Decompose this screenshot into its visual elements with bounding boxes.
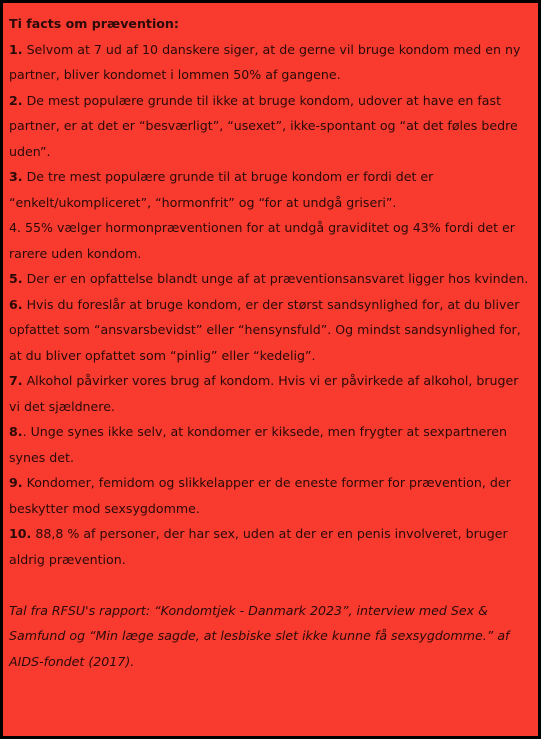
fact-number: 2. [9, 92, 23, 108]
fact-text: Alkohol påvirker vores brug af kondom. Hvis vi er påvirkede af alkohol, bruger vi det sjældnere. [9, 373, 519, 414]
fact-item-3 [9, 164, 532, 215]
fact-item-2 [9, 88, 532, 165]
fact-number: 6. [9, 296, 23, 312]
fact-text: . Unge synes ikke selv, at kondomer er kiksede, men frygter at sexpartneren synes det. [9, 424, 507, 465]
fact-text: De mest populære grunde til ikke at bruge kondom, udover at have en fast partner, er at det er “besværligt”, “usexet”, ikke-spontant og “at det føles bedre uden”. [9, 92, 518, 159]
fact-text: Der er en opfattelse blandt unge af at præventionsansvaret ligger hos kvinden. [22, 271, 529, 286]
fact-item-6 [9, 292, 532, 369]
fact-text: Hvis du foreslår at bruge kondom, er der størst sandsynlighed for, at du bliver opfattet som “ansvarsbevidst” eller “hensynsfuld”. Og mindst sandsynlighed for, at du bliver opfattet som “pinlig” eller “kedelig”. [9, 296, 521, 363]
fact-text: De tre mest populære grunde til at bruge kondom er fordi det er “enkelt/ukompliceret”, “hormonfrit” og “for at undgå griseri”. [9, 169, 434, 210]
fact-item-5 [9, 266, 532, 292]
fact-number: 8. [9, 424, 23, 439]
fact-number: 3. [9, 169, 23, 184]
fact-number: 1. [9, 41, 23, 57]
fact-item-10 [9, 521, 532, 572]
fact-number: 7. [9, 373, 23, 388]
fact-item-7 [9, 368, 532, 419]
fact-item-8 [9, 419, 532, 470]
fact-item-4 [9, 215, 532, 266]
fact-number: 10. [9, 526, 32, 541]
fact-text: Selvom at 7 ud af 10 danskere siger, at de gerne vil bruge kondom med en ny partner, bliver kondomet i lommen 50% af gangene. [9, 41, 521, 82]
fact-number: 5. [9, 271, 23, 286]
source-note: Tal fra RFSU's rapport: “Kondomtjek - Danmark 2023”, interview med Sex & Samfund og “Min læge sagde, at lesbiske slet ikke kunne få sexsygdomme.” af AIDS-fondet (2017). [9, 602, 510, 669]
facts-title: Ti facts om prævention: [9, 16, 179, 31]
fact-number: 9. [9, 475, 23, 490]
fact-text: Kondomer, femidom og slikkelapper er de eneste former for prævention, der beskytter mod sexsygdomme. [9, 475, 511, 516]
fact-item-1 [9, 37, 532, 88]
fact-text: 4. 55% vælger hormonpræventionen for at undgå graviditet og 43% fordi det er rarere uden kondom. [9, 220, 515, 261]
fact-item-9 [9, 470, 532, 521]
spacer [9, 572, 532, 598]
fact-text: 88,8 % af personer, der har sex, uden at der er en penis involveret, bruger aldrig prævention. [9, 526, 508, 567]
